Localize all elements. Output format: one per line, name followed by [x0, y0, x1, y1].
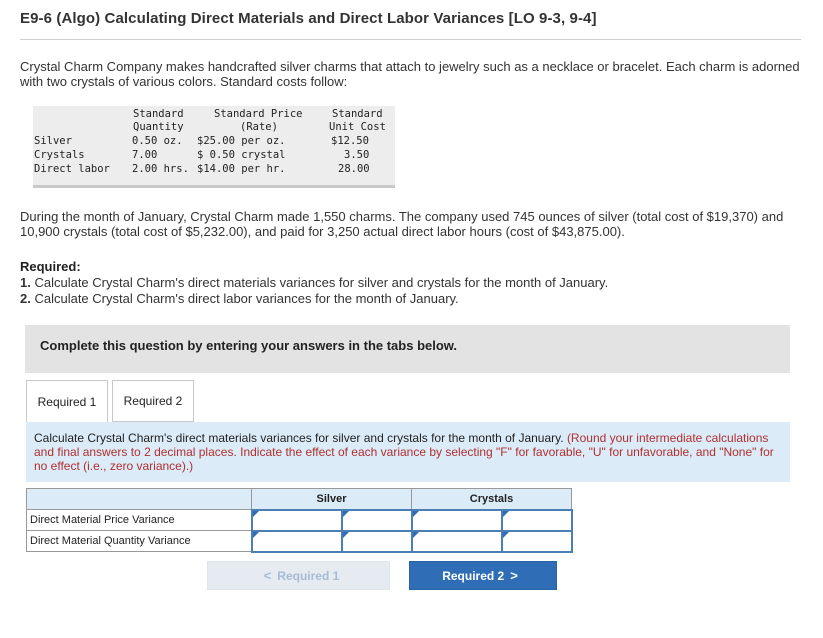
- row-price-direct-labor: $14.00 per hr.: [197, 163, 286, 175]
- silver-price-variance-input[interactable]: [252, 510, 342, 531]
- required-item-1: [20, 275, 608, 290]
- row-label-direct-labor: Direct labor: [34, 163, 110, 175]
- row-qty-silver: 0.50 oz.: [132, 135, 183, 147]
- header-unit-line1: Standard: [332, 108, 383, 120]
- silver-quantity-variance-input[interactable]: [252, 531, 342, 552]
- required-item-1-text: Calculate Crystal Charm's direct materials variances for silver and crystals for the month of January.: [34, 275, 609, 290]
- intro-text: Crystal Charm Company makes handcrafted silver charms that attach to jewelry such as a necklace or bracelet. Each charm is adorned with two crystals of various colors. Standard costs follow:: [20, 59, 800, 89]
- row-qty-crystals: 7.00: [132, 149, 158, 161]
- chevron-left-icon: <: [263, 568, 272, 583]
- prev-button-label: Required 1: [277, 568, 340, 583]
- row-label-price-variance: Direct Material Price Variance: [27, 510, 252, 531]
- header-qty-line2: Quantity: [133, 121, 184, 133]
- row-unit-silver: $12.50: [331, 135, 369, 147]
- silver-quantity-variance-effect-select[interactable]: [342, 531, 412, 552]
- header-price-line1: Standard Price: [214, 108, 303, 120]
- title-divider: [20, 39, 801, 40]
- next-required-button[interactable]: [409, 561, 557, 590]
- required-item-2-num: 2.: [20, 291, 31, 306]
- variance-answer-table: [26, 488, 573, 553]
- instruction-banner: [25, 325, 790, 373]
- required-item-2-text: Calculate Crystal Charm's direct labor variances for the month of January.: [34, 291, 459, 306]
- prev-required-button[interactable]: [207, 561, 390, 590]
- row-price-crystals: $ 0.50 crystal: [197, 149, 286, 161]
- instructions-main: Calculate Crystal Charm's direct materials variances for silver and crystals for the month of January.: [34, 431, 564, 445]
- header-unit-line2: Unit Cost: [329, 121, 386, 133]
- next-button-label: Required 2: [442, 568, 505, 583]
- crystals-quantity-variance-effect-select[interactable]: [502, 531, 572, 552]
- col-header-silver: Silver: [252, 489, 412, 510]
- chevron-right-icon: >: [510, 568, 518, 583]
- row-label-crystals: Crystals: [34, 149, 85, 161]
- silver-price-variance-effect-select[interactable]: [342, 510, 412, 531]
- tab-required-1[interactable]: Required 1: [26, 380, 108, 422]
- banner-text: Complete this question by entering your answers in the tabs below.: [40, 338, 458, 353]
- instructions-note: (Round your intermediate calculations and final answers to 2 decimal places. Indicate the effect of each variance by selecting "F" for favorable, "U" for unfavorable, and "None" for no effect (i.e., zero variance).): [34, 431, 774, 473]
- crystals-price-variance-input[interactable]: [412, 510, 502, 531]
- row-unit-direct-labor: 28.00: [338, 163, 370, 175]
- col-header-crystals: Crystals: [412, 489, 572, 510]
- row-label-quantity-variance: Direct Material Quantity Variance: [27, 531, 252, 552]
- header-qty-line1: Standard: [133, 108, 184, 120]
- header-price-line2: (Rate): [240, 121, 278, 133]
- page-title: E9-6 (Algo) Calculating Direct Materials and Direct Labor Variances [LO 9-3, 9-4]: [20, 10, 597, 27]
- row-label-silver: Silver: [34, 135, 72, 147]
- required-item-2: [20, 291, 459, 306]
- tab-instructions: [26, 422, 790, 482]
- header-blank-cell: [27, 489, 252, 510]
- crystals-quantity-variance-input[interactable]: [412, 531, 502, 552]
- required-heading: Required:: [20, 259, 81, 274]
- row-unit-crystals: 3.50: [344, 149, 370, 161]
- required-item-1-num: 1.: [20, 275, 31, 290]
- tab-required-2[interactable]: Required 2: [112, 380, 194, 422]
- january-text: During the month of January, Crystal Charm made 1,550 charms. The company used 745 ounces of silver (total cost of $19,370) and 10,900 crystals (total cost of $5,232.00), and paid for 3,250 actual direct labor hours (cost of $43,875.00).: [20, 209, 784, 239]
- standard-costs-table: [33, 106, 395, 188]
- crystals-price-variance-effect-select[interactable]: [502, 510, 572, 531]
- row-qty-direct-labor: 2.00 hrs.: [132, 163, 189, 175]
- row-price-silver: $25.00 per oz.: [197, 135, 286, 147]
